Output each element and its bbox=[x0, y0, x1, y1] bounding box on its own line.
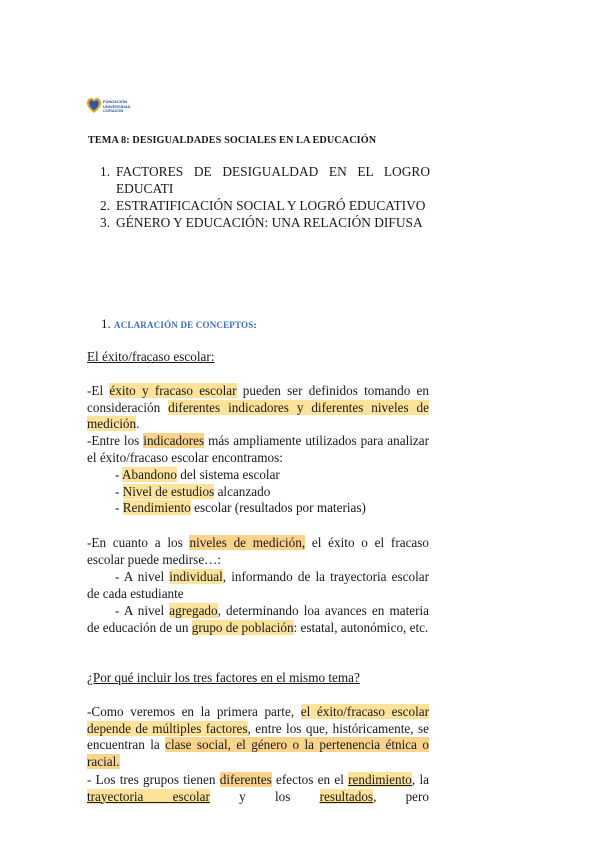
heart-logo-icon bbox=[87, 98, 101, 114]
paragraph: - Los tres grupos tienen diferentes efectos en el rendimiento, la trayectoria escolar y los resultados, pero bbox=[87, 772, 430, 804]
toc-number: 1. bbox=[100, 164, 111, 179]
paragraph: -Entre los indicadores más ampliamente utilizados para analizar el éxito/fracaso escolar encontramos: bbox=[87, 433, 430, 465]
paragraph: -Como veremos en la primera parte, el éxito/fracaso escolar depende de múltiples factores, entre los que, históricamente, se encuentran la clase social, el género o la pertenencia étnica o racial. bbox=[87, 704, 429, 769]
section-label: ACLARACIÓN DE CONCEPTOS: bbox=[114, 320, 257, 330]
section-heading bbox=[101, 316, 257, 332]
paragraph: -En cuanto a los niveles de medición, el éxito o el fracaso escolar puede medirse…: bbox=[87, 535, 429, 567]
logo-text: FUNDACIÓN UNIVERSIDAD CORAZÓN bbox=[103, 99, 131, 114]
bullet-list bbox=[87, 467, 429, 517]
list-item: - Nivel de estudios alcanzado bbox=[115, 483, 271, 499]
subheading-exito: El éxito/fracaso escolar: bbox=[87, 349, 215, 364]
toc-number: 3. bbox=[100, 215, 111, 230]
toc-text: FACTORES DE DESIGUALDAD EN EL LOGRO EDUCATI bbox=[116, 164, 430, 196]
paragraph: -El éxito y fracaso escolar pueden ser definidos tomando en consideración diferentes indicadores y diferentes niveles de medición. bbox=[87, 383, 429, 432]
subheading-porque: ¿Por qué incluir los tres factores en el mismo tema? bbox=[87, 670, 360, 685]
toc-text: GÉNERO Y EDUCACIÓN: UNA RELACIÓN DIFUSA bbox=[116, 215, 423, 230]
section-number: 1. bbox=[101, 316, 111, 331]
list-item: - Rendimiento escolar (resultados por materias) bbox=[115, 500, 366, 516]
logo bbox=[87, 98, 137, 118]
toc-number: 2. bbox=[100, 198, 111, 213]
list-item: - Abandono del sistema escolar bbox=[115, 467, 280, 482]
toc-item bbox=[100, 197, 430, 214]
toc-text: ESTRATIFICACIÓN SOCIAL Y LOGRÓ EDUCATIVO bbox=[116, 198, 426, 213]
toc-item bbox=[100, 163, 430, 197]
document-title: TEMA 8: DESIGUALDADES SOCIALES EN LA EDUCACIÓN bbox=[88, 135, 377, 146]
paragraph: - A nivel agregado, determinando loa avances en materia de educación de un grupo de población: estatal, autonómico, etc. bbox=[87, 603, 429, 635]
table-of-contents bbox=[100, 163, 430, 231]
paragraph: - A nivel individual, informando de la trayectoria escolar de cada estudiante bbox=[87, 569, 430, 601]
toc-item bbox=[100, 214, 430, 231]
